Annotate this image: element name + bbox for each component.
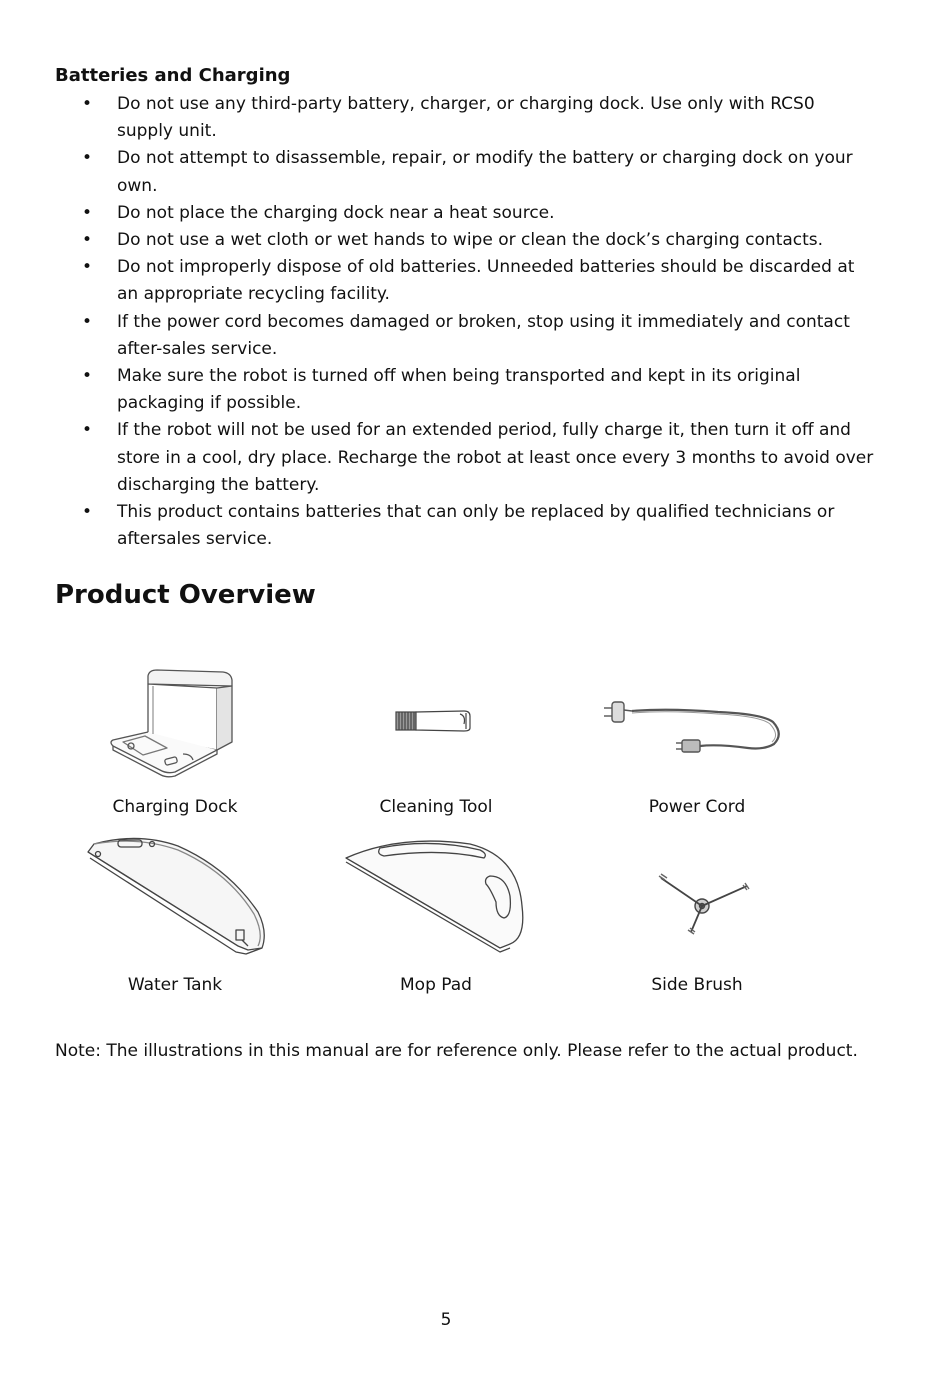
bullet-dot-icon: • bbox=[82, 311, 93, 332]
bullet-dot-icon: • bbox=[82, 366, 93, 387]
bullet-dot-icon: • bbox=[82, 148, 93, 169]
power-cord-icon bbox=[598, 682, 793, 772]
section-heading: Batteries and Charging bbox=[55, 65, 291, 86]
page-title: Product Overview bbox=[55, 580, 316, 610]
list-item bbox=[55, 200, 875, 227]
list-item bbox=[55, 254, 875, 308]
list-item-text: Do not use a wet cloth or wet hands to wipe or clean the dock’s charging contacts. bbox=[117, 230, 824, 251]
list-item bbox=[55, 417, 875, 499]
list-item-text: Do not improperly dispose of old batteries. Unneeded batteries should be discarded at an appropriate recycling facility. bbox=[117, 257, 855, 305]
reference-note: Note: The illustrations in this manual are for reference only. Please refer to the actual product. bbox=[55, 1041, 858, 1061]
list-item bbox=[55, 145, 875, 199]
cleaning-tool-icon bbox=[390, 702, 480, 738]
list-item-text: Make sure the robot is turned off when being transported and kept in its original packaging if possible. bbox=[117, 366, 801, 414]
item-label-charging-dock: Charging Dock bbox=[112, 797, 238, 817]
item-label-cleaning-tool: Cleaning Tool bbox=[379, 797, 493, 817]
item-label-power-cord: Power Cord bbox=[648, 797, 746, 817]
list-item-text: If the robot will not be used for an extended period, fully charge it, then turn it off and store in a cool, dry place. Recharge the robot at least once every 3 months to avoid over discharging the battery. bbox=[117, 420, 874, 495]
item-label-mop-pad: Mop Pad bbox=[400, 975, 472, 995]
list-item bbox=[55, 499, 875, 553]
list-item-text: Do not use any third-party battery, charger, or charging dock. Use only with RCS0 supply unit. bbox=[117, 94, 815, 142]
list-item bbox=[55, 309, 875, 363]
list-item-text: Do not attempt to disassemble, repair, or modify the battery or charging dock on your own. bbox=[117, 148, 853, 196]
list-item-text: If the power cord becomes damaged or broken, stop using it immediately and contact after-sales service. bbox=[117, 311, 850, 359]
page-number: 5 bbox=[440, 1310, 452, 1330]
side-brush-icon bbox=[655, 868, 755, 938]
bullet-dot-icon: • bbox=[82, 420, 93, 441]
list-item bbox=[55, 363, 875, 417]
bullet-dot-icon: • bbox=[82, 94, 93, 114]
list-item bbox=[55, 227, 875, 254]
item-label-side-brush: Side Brush bbox=[651, 975, 743, 995]
bullet-dot-icon: • bbox=[82, 230, 93, 251]
charging-dock-icon bbox=[105, 662, 245, 787]
bullet-dot-icon: • bbox=[82, 257, 93, 278]
bullet-dot-icon: • bbox=[82, 202, 93, 223]
list-item-text: This product contains batteries that can only be replaced by qualified technicians or aftersales service. bbox=[117, 502, 835, 550]
list-item bbox=[55, 91, 875, 145]
water-tank-icon bbox=[78, 822, 272, 970]
list-item-text: Do not place the charging dock near a heat source. bbox=[117, 202, 555, 223]
bullet-dot-icon: • bbox=[82, 502, 93, 523]
mop-pad-icon bbox=[340, 826, 530, 956]
item-label-water-tank: Water Tank bbox=[127, 975, 223, 995]
safety-bullet-list bbox=[55, 91, 875, 553]
